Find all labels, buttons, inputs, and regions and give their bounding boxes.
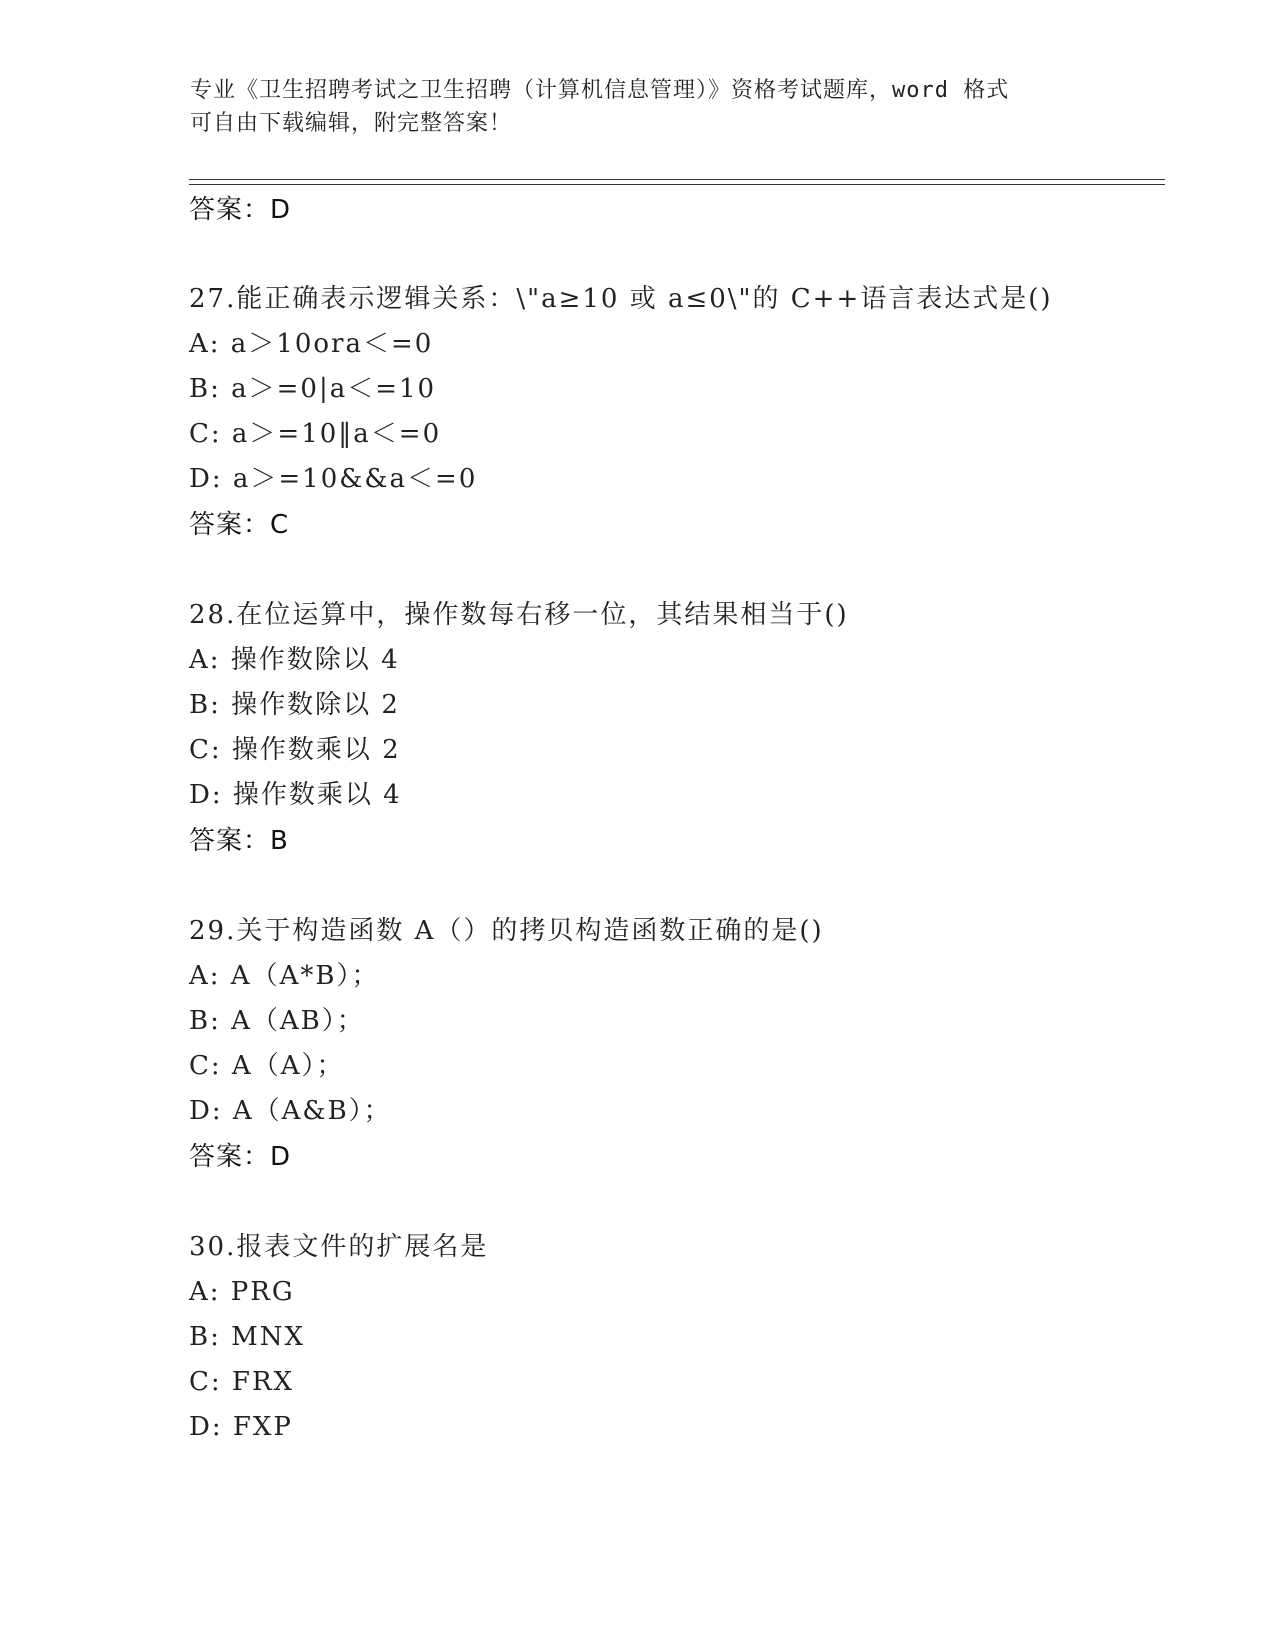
question-stem: 29.关于构造函数 A（）的拷贝构造函数正确的是() [189,916,824,946]
document-header [190,74,1090,140]
option-b: B: A（AB）； [189,1006,365,1036]
option-d: D: A（A&B）； [189,1096,392,1126]
option-c: C: a＞=10‖a＜=0 [189,419,442,449]
question-stem: 28.在位运算中，操作数每右移一位，其结果相当于() [189,600,849,630]
option-a: A: 操作数除以 4 [189,645,400,675]
previous-answer: 答案：D [189,195,292,225]
answer: 答案：D [189,1142,292,1172]
option-d: D: 操作数乘以 4 [189,780,402,810]
header-line-2: 可自由下载编辑，附完整答案！ [190,111,513,136]
option-a: A: a＞10ora＜=0 [189,329,434,359]
header-divider-top [189,179,1165,180]
option-b: B: a＞=0|a＜=10 [189,374,437,404]
question-stem: 30.报表文件的扩展名是 [189,1232,489,1262]
option-d: D: a＞=10&&a＜=0 [189,464,478,494]
question-stem: 27.能正确表示逻辑关系：\"a≥10 或 a≤0\"的 C++语言表达式是() [189,284,1053,314]
header-divider-bottom [189,184,1165,185]
option-b: B: MNX [189,1322,306,1352]
option-a: A: A（A*B）； [189,961,380,991]
header-line-1: 专业《卫生招聘考试之卫生招聘（计算机信息管理）》资格考试题库，word 格式 [190,78,1010,103]
option-d: D: FXP [189,1412,293,1442]
option-c: C: A（A）； [189,1051,345,1081]
option-c: C: 操作数乘以 2 [189,735,401,765]
answer: 答案：B [189,826,289,856]
option-c: C: FRX [189,1367,295,1397]
answer: 答案：C [189,510,290,540]
option-a: A: PRG [189,1277,295,1307]
option-b: B: 操作数除以 2 [189,690,400,720]
